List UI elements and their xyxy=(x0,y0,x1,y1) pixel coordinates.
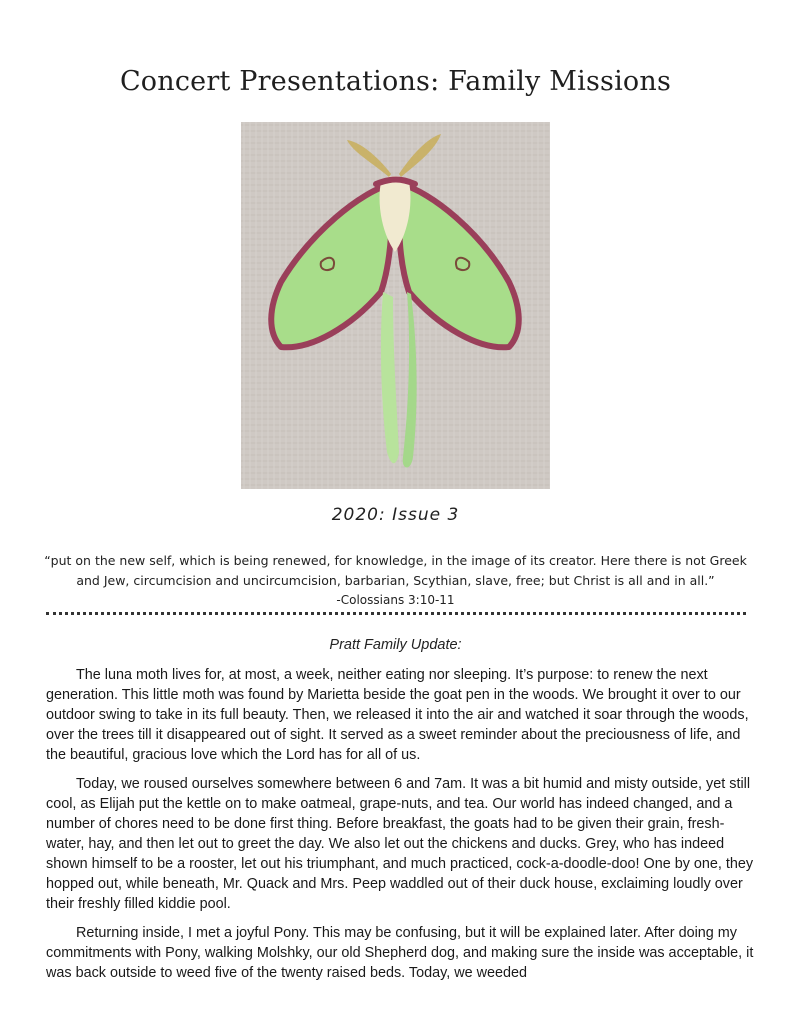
luna-moth-photo xyxy=(241,122,550,489)
article-body xyxy=(46,665,756,992)
article-paragraph: The luna moth lives for, at most, a week, neither eating nor sleeping. It’s purpose: to renew the next generation. This little moth was found by Marietta beside the goat pen in the woods. We brought it over to our outdoor swing to take in its full beauty. Then, we released it into the air and watched it soar through the woods, over the trees till it disappeared out of sight. It served as a sweet reminder about the preciousness of life, and the beautiful, gracious love which the Lord has for all of us. xyxy=(46,667,749,763)
section-heading: Pratt Family Update: xyxy=(329,637,462,653)
scripture-citation: -Colossians 3:10-11 xyxy=(336,593,455,607)
section-divider xyxy=(46,612,746,615)
scripture-quote: “put on the new self, which is being renewed, for knowledge, in the image of its creator. Here there is not Greek and Jew, circumcision and uncircumcision, barbarian, Scythian, slave, free; but Christ is all and in all.” xyxy=(44,553,747,588)
page-title: Concert Presentations: Family Missions xyxy=(119,66,672,97)
issue-label: 2020: Issue 3 xyxy=(331,505,460,525)
article-paragraph: Today, we roused ourselves somewhere between 6 and 7am. It was a bit humid and misty outside, yet still cool, as Elijah put the kettle on to make oatmeal, grape-nuts, and tea. Our world has indeed changed, and a number of chores need to be done first thing. Before breakfast, the goats had to be given their grain, fresh-water, hay, and then let out to greet the day. We also let out the chickens and ducks. Grey, who has indeed shown himself to be a rooster, let out his triumphant, and much practiced, cock-a-doodle-doo! One by one, they hopped out, while beneath, Mr. Quack and Mrs. Peep waddled out of their duck house, exclaiming loudly over their freshly filled kiddie pool. xyxy=(46,776,754,912)
article-paragraph: Returning inside, I met a joyful Pony. This may be confusing, but it will be explained later. After doing my commitments with Pony, walking Molshky, our old Shepherd dog, and making sure the inside was acceptable, it was back outside to weed five of the twenty raised beds. Today, we weeded xyxy=(46,925,754,981)
